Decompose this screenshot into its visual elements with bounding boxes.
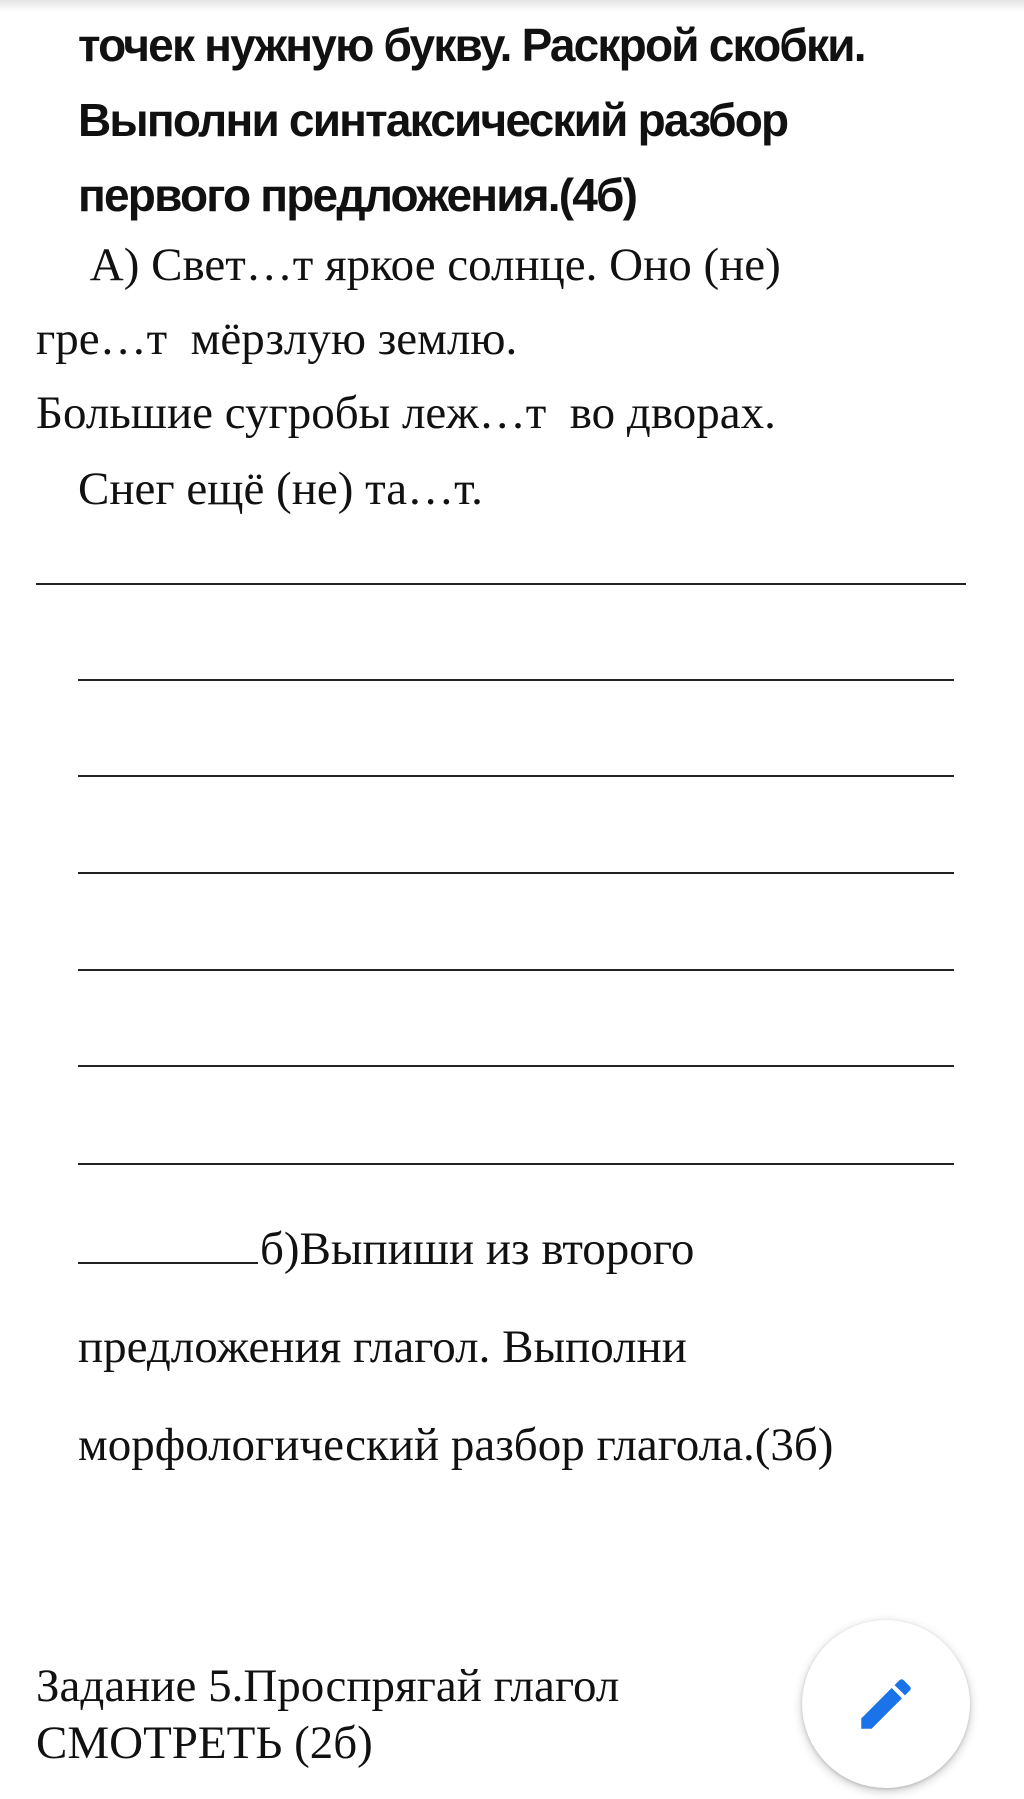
- task-b-first-line: [78, 1200, 978, 1298]
- pencil-icon: [853, 1671, 919, 1737]
- answer-line: [78, 679, 954, 681]
- answer-line: [78, 872, 954, 874]
- sentence-line: гре…т мёрзлую землю.: [36, 313, 518, 365]
- task-b: [78, 1200, 978, 1494]
- answer-line: [36, 583, 966, 585]
- task-heading-line: Выполни синтаксический разбор: [78, 94, 788, 146]
- task-5-line: Задание 5.Проспрягай глагол: [36, 1660, 620, 1712]
- task-heading-line: точек нужную букву. Раскрой скобки.: [78, 19, 865, 71]
- task-heading: [78, 8, 978, 233]
- edit-fab-button[interactable]: [802, 1620, 970, 1788]
- answer-line: [78, 1065, 954, 1067]
- sentence-line: А) Свет…т яркое солнце. Оно (не): [78, 239, 781, 291]
- task-5: [36, 1658, 736, 1772]
- task-5-line: СМОТРЕТЬ (2б): [36, 1717, 373, 1769]
- answer-line: [78, 1163, 954, 1165]
- sentence-line: Большие сугробы леж…т во дворах.: [36, 387, 776, 439]
- task-b-line: предложения глагол. Выполни: [78, 1321, 687, 1373]
- answer-line: [78, 775, 954, 777]
- inline-answer-blank: [78, 1250, 258, 1264]
- task-b-text: б)Выпиши из второго: [260, 1223, 695, 1275]
- answer-line: [78, 969, 954, 971]
- sentence-line: Снег ещё (не) та…т.: [78, 463, 483, 515]
- task-b-line: морфологический разбор глагола.(3б): [78, 1419, 834, 1471]
- task-heading-line: первого предложения.(4б): [78, 169, 637, 221]
